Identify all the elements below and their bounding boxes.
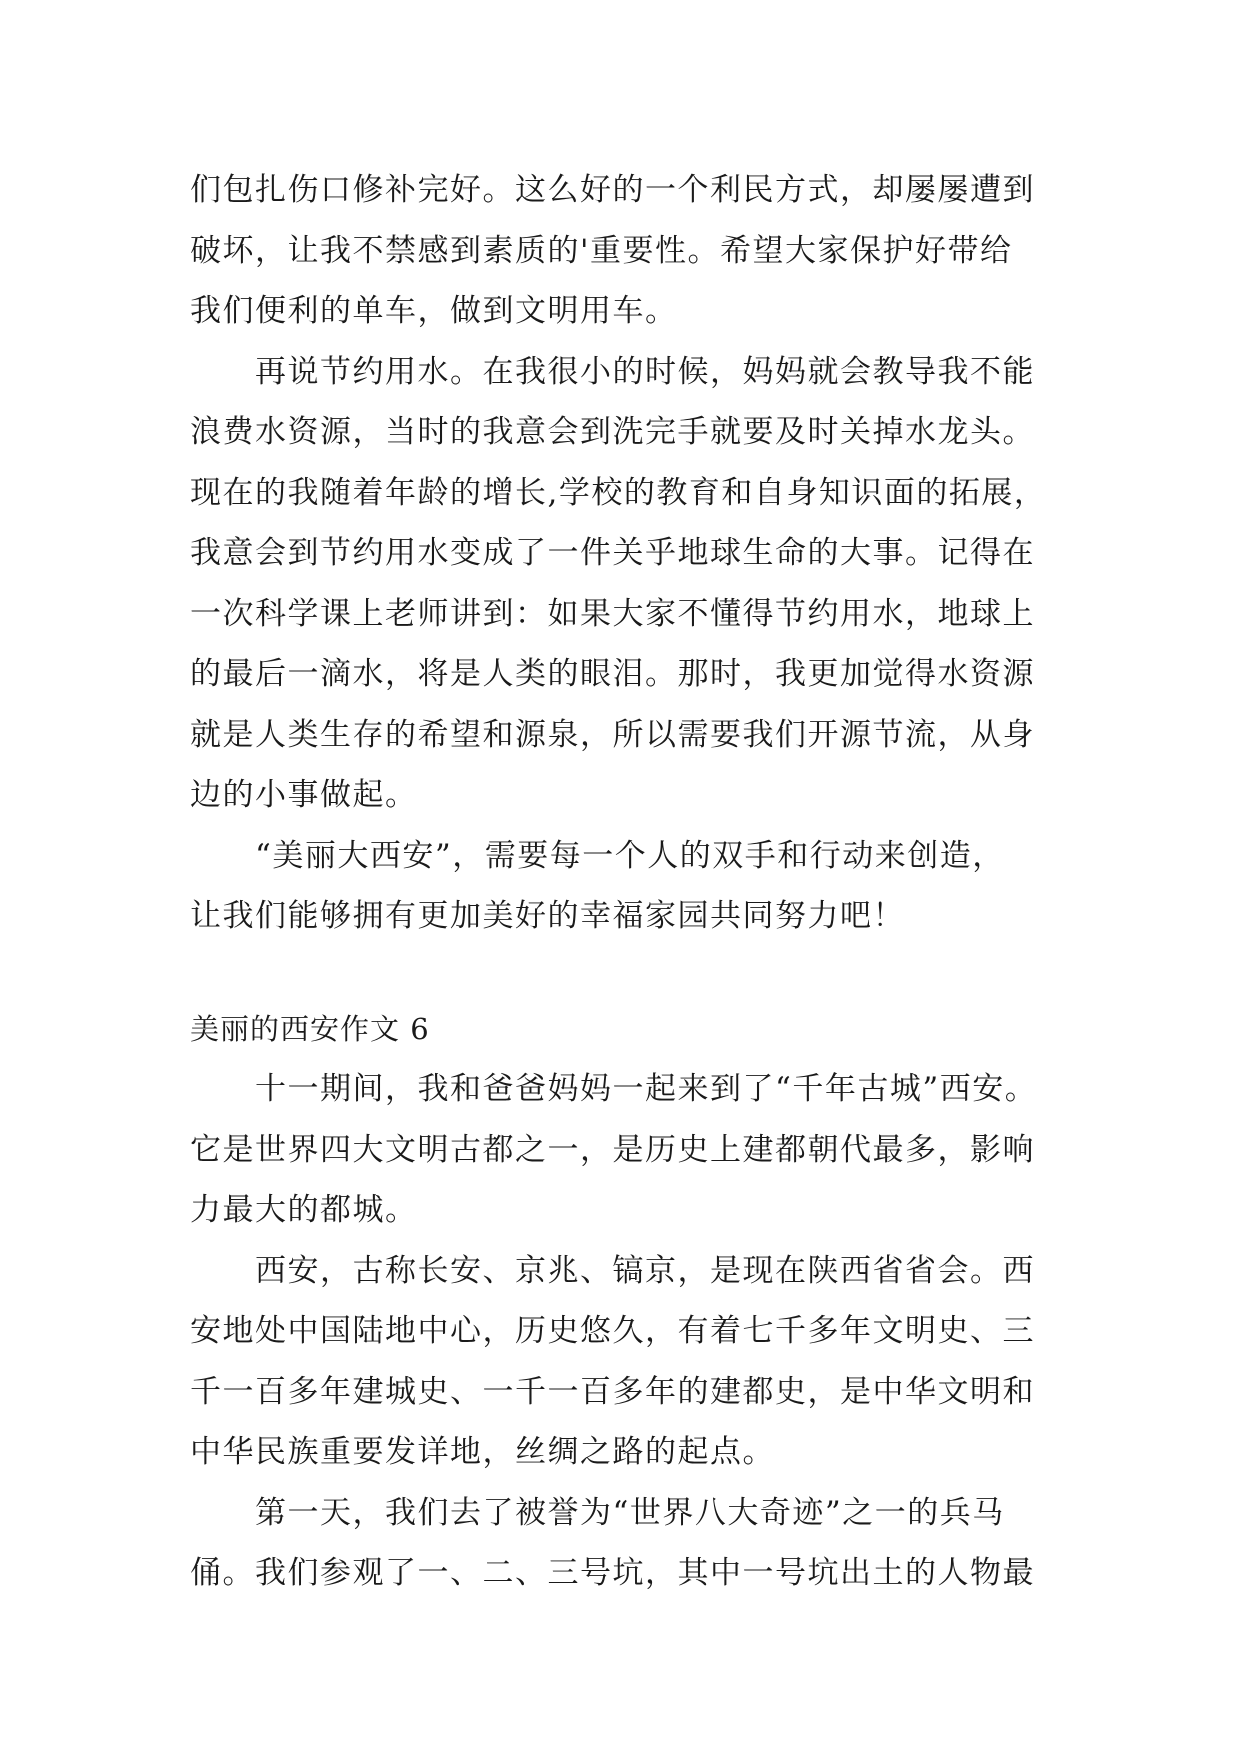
text-line: 们包扎伤口修补完好。这么好的一个利民方式，却屡屡遭到: [190, 172, 1035, 208]
document-body: [190, 160, 1060, 1604]
text-line: 中华民族重要发详地，丝绸之路的起点。: [190, 1434, 775, 1470]
section-spacer: [190, 947, 1060, 999]
text-line: 浪费水资源，当时的我意会到洗完手就要及时关掉水龙头。: [190, 414, 1035, 450]
text-line: 破坏，让我不禁感到素质的'重要性。希望大家保护好带给: [190, 232, 1013, 269]
text-line: 西安，古称长安、京兆、镐京，是现在陕西省省会。西: [190, 1252, 1035, 1289]
text-line: 第一天，我们去了被誉为“世界八大奇迹”之一的兵马: [190, 1494, 1005, 1531]
text-line: “美丽大西安”，需要每一个人的双手和行动来创造，: [190, 837, 1005, 874]
text-line: 就是人类生存的希望和源泉，所以需要我们开源节流，从身: [190, 716, 1035, 753]
paragraph: [190, 342, 1060, 826]
text-line: 力最大的都城。: [190, 1192, 418, 1228]
paragraph: [190, 160, 1060, 342]
text-line: 安地处中国陆地中心，历史悠久，有着七千多年文明史、三: [190, 1313, 1035, 1349]
text-line: 我们便利的单车，做到文明用车。: [190, 293, 678, 329]
text-line: 现在的我随着年龄的增长,学校的教育和自身知识面的拓展，: [190, 474, 1047, 511]
text-line: 俑。我们参观了一、二、三号坑，其中一号坑出土的人物最: [190, 1555, 1035, 1591]
text-line: 它是世界四大文明古都之一，是历史上建都朝代最多，影响: [190, 1131, 1035, 1168]
paragraph: [190, 1059, 1060, 1241]
text-line: 我意会到节约用水变成了一件关乎地球生命的大事。记得在: [190, 535, 1035, 571]
text-line: 再说节约用水。在我很小的时候，妈妈就会教导我不能: [190, 353, 1035, 390]
text-line: 十一期间，我和爸爸妈妈一起来到了“千年古城”西安。: [190, 1071, 1038, 1107]
text-line: 让我们能够拥有更加美好的幸福家园共同努力吧！: [190, 898, 905, 934]
paragraph: [190, 1241, 1060, 1483]
section-title: 美丽的西安作文 6: [190, 1011, 430, 1046]
text-line: 的最后一滴水，将是人类的眼泪。那时，我更加觉得水资源: [190, 656, 1035, 692]
paragraph: [190, 1483, 1060, 1604]
text-line: 千一百多年建城史、一千一百多年的建都史，是中华文明和: [190, 1373, 1035, 1410]
text-line: 一次科学课上老师讲到：如果大家不懂得节约用水，地球上: [190, 595, 1035, 632]
paragraph: [190, 826, 1060, 947]
text-line: 边的小事做起。: [190, 777, 418, 813]
